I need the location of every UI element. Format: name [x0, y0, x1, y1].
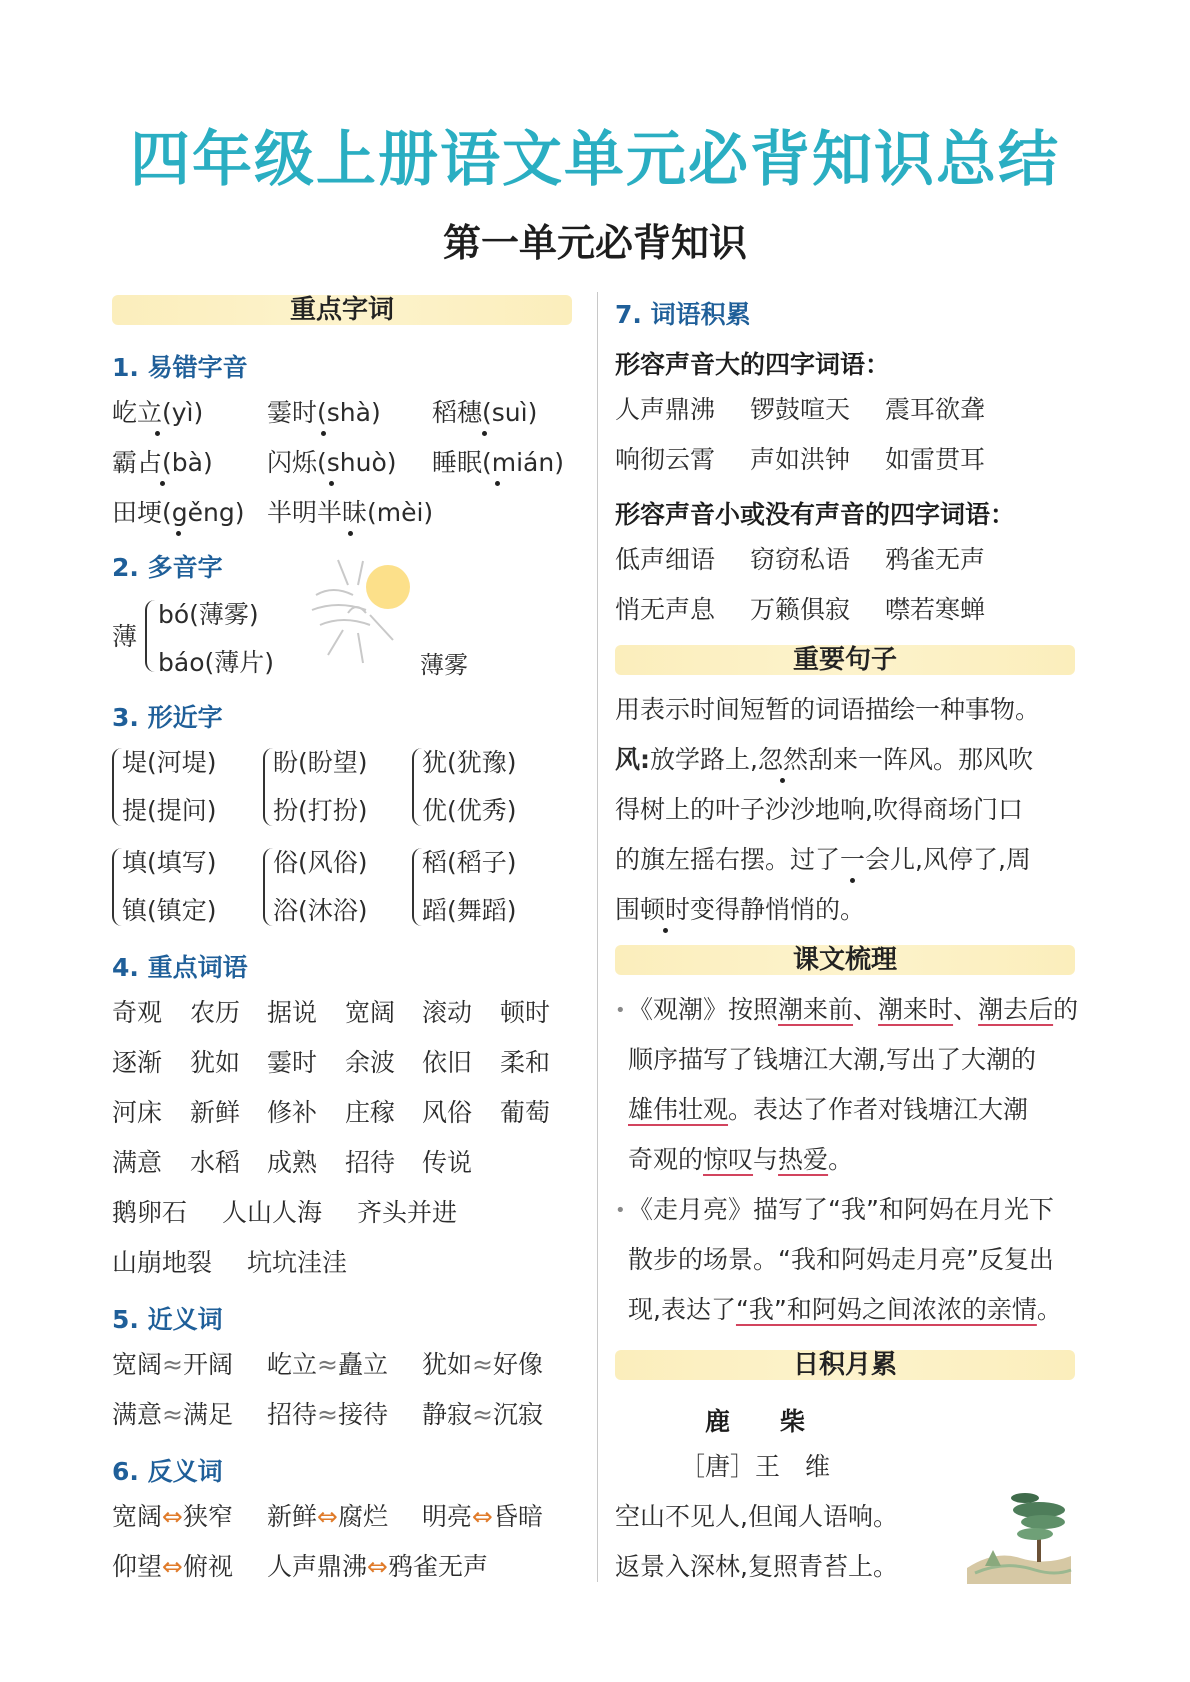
similar-char: 盼(盼望) — [273, 748, 368, 777]
vocab-word: 河床 — [112, 1098, 163, 1127]
loud-words-label: 形容声音大的四字词语： — [615, 350, 891, 379]
similar-char: 扮(打扮) — [273, 796, 368, 825]
heading-pronunciation: 1. 易错字音 — [112, 353, 248, 382]
illustration-caption: 薄雾 — [420, 651, 468, 679]
vocab-word: 霎时 — [267, 1048, 318, 1077]
similar-char: 优(优秀) — [422, 796, 517, 825]
banner-lesson-summary: 课文梳理 — [615, 945, 1075, 975]
bullet-icon: • — [615, 1200, 626, 1221]
banner-key-sentences: 重要句子 — [615, 645, 1075, 675]
vocab-word: 依旧 — [422, 1048, 473, 1077]
similar-char: 提(提问) — [122, 796, 217, 825]
poem-author: ［唐］王 维 — [680, 1452, 831, 1481]
quiet-word: 低声细语 — [615, 545, 716, 574]
antonym-pair: 新鲜⇔腐烂 — [267, 1502, 388, 1531]
vocab-word: 山崩地裂 — [112, 1248, 213, 1277]
vocab-word: 成熟 — [267, 1148, 318, 1177]
pron-item: 闪烁(shuò) — [267, 448, 397, 477]
vocab-word: 人山人海 — [222, 1198, 323, 1227]
vocab-word: 齐头并进 — [357, 1198, 458, 1227]
vocab-word: 传说 — [422, 1148, 473, 1177]
landscape-illustration — [965, 1488, 1073, 1584]
vocab-word: 鹅卵石 — [112, 1198, 188, 1227]
vocab-word: 据说 — [267, 998, 318, 1027]
antonym-pair: 仰望⇔俯视 — [112, 1552, 233, 1581]
vocab-word: 修补 — [267, 1098, 318, 1127]
synonym-pair: 屹立≈矗立 — [267, 1350, 388, 1379]
brace — [412, 748, 422, 826]
lesson-line: 《走月亮》描写了“我”和阿妈在月光下 — [628, 1195, 1054, 1224]
loud-word: 人声鼎沸 — [615, 395, 716, 424]
poem-line: 空山不见人,但闻人语响。 — [615, 1502, 898, 1531]
quiet-word: 鸦雀无声 — [885, 545, 986, 574]
synonym-pair: 满意≈满足 — [112, 1400, 233, 1429]
poem-line: 返景入深林,复照青苔上。 — [615, 1552, 898, 1581]
vocab-word: 逐渐 — [112, 1048, 163, 1077]
lesson-line: 顺序描写了钱塘江大潮,写出了大潮的 — [628, 1045, 1036, 1074]
poem-title: 鹿 柴 — [705, 1407, 806, 1436]
lesson-line: 现,表达了“我”和阿妈之间浓浓的亲情。 — [628, 1295, 1062, 1324]
vocab-word: 庄稼 — [345, 1098, 396, 1127]
heading-antonyms: 6. 反义词 — [112, 1457, 223, 1486]
lesson-line: 奇观的惊叹与热爱。 — [628, 1145, 854, 1174]
quiet-word: 悄无声息 — [615, 595, 716, 624]
brace — [112, 748, 122, 826]
pron-item: 霎时(shà) — [267, 398, 381, 427]
heading-word-accumulation: 7. 词语积累 — [615, 300, 751, 329]
heading-similar-chars: 3. 形近字 — [112, 703, 223, 732]
banner-key-words: 重点字词 — [112, 295, 572, 325]
similar-char: 镇(镇定) — [122, 896, 217, 925]
sentence-line: 风:放学路上,忽然刮来一阵风。那风吹 — [615, 745, 1033, 774]
brace — [263, 748, 273, 826]
loud-word: 如雷贯耳 — [885, 445, 986, 474]
brace — [145, 600, 155, 672]
vocab-word: 犹如 — [190, 1048, 241, 1077]
vocab-word: 葡萄 — [500, 1098, 551, 1127]
vocab-word: 奇观 — [112, 998, 163, 1027]
similar-char: 犹(犹豫) — [422, 748, 517, 777]
antonym-pair: 明亮⇔昏暗 — [422, 1502, 543, 1531]
vocab-word: 满意 — [112, 1148, 163, 1177]
heading-polyphone: 2. 多音字 — [112, 553, 223, 582]
lesson-line: 雄伟壮观。表达了作者对钱塘江大潮 — [628, 1095, 1029, 1124]
polyphone-char: 薄 — [112, 622, 138, 651]
sentence-line: 的旗左摇右摆。过了一会儿,风停了,周 — [615, 845, 1031, 874]
antonym-pair: 宽阔⇔狭窄 — [112, 1502, 233, 1531]
brace — [112, 848, 122, 926]
similar-char: 蹈(舞蹈) — [422, 896, 517, 925]
vocab-word: 坑坑洼洼 — [247, 1248, 348, 1277]
quiet-words-label: 形容声音小或没有声音的四字词语： — [615, 500, 1016, 529]
page-title: 四年级上册语文单元必背知识总结 — [130, 125, 1060, 195]
quiet-word: 噤若寒蝉 — [885, 595, 986, 624]
lesson-line: 散步的场景。“我和阿妈走月亮”反复出 — [628, 1245, 1054, 1274]
quiet-word: 窃窃私语 — [750, 545, 851, 574]
brace — [412, 848, 422, 926]
sentence-line: 围顿时变得静悄悄的。 — [615, 895, 866, 924]
pron-item: 睡眠(mián) — [432, 448, 564, 477]
synonym-pair: 静寂≈沉寂 — [422, 1400, 543, 1429]
lesson-line: 《观潮》按照潮来前、潮来时、潮去后的 — [628, 995, 1079, 1024]
banner-daily-accumulation: 日积月累 — [615, 1350, 1075, 1380]
loud-word: 锣鼓喧天 — [750, 395, 851, 424]
polyphone-reading: báo(薄片) — [158, 648, 274, 677]
sentence-intro: 用表示时间短暂的词语描绘一种事物。 — [615, 695, 1041, 724]
pron-item: 半明半昧(mèi) — [267, 498, 434, 527]
heading-key-vocab: 4. 重点词语 — [112, 953, 248, 982]
vocab-word: 风俗 — [422, 1098, 473, 1127]
similar-char: 浴(沐浴) — [273, 896, 368, 925]
vocab-word: 宽阔 — [345, 998, 396, 1027]
column-divider — [597, 292, 598, 1582]
vocab-word: 新鲜 — [190, 1098, 241, 1127]
heading-synonyms: 5. 近义词 — [112, 1305, 223, 1334]
vocab-word: 顿时 — [500, 998, 551, 1027]
loud-word: 响彻云霄 — [615, 445, 716, 474]
loud-word: 声如洪钟 — [750, 445, 851, 474]
antonym-pair: 人声鼎沸⇔鸦雀无声 — [267, 1552, 488, 1581]
bullet-icon: • — [615, 1000, 626, 1021]
sentence-line: 得树上的叶子沙沙地响,吹得商场门口 — [615, 795, 1023, 824]
pron-item: 稻穗(suì) — [432, 398, 538, 427]
similar-char: 填(填写) — [122, 848, 217, 877]
pron-item: 屹立(yì) — [112, 398, 204, 427]
quiet-word: 万籁俱寂 — [750, 595, 851, 624]
brace — [263, 848, 273, 926]
pron-item: 田埂(gěng) — [112, 498, 245, 527]
similar-char: 稻(稻子) — [422, 848, 517, 877]
similar-char: 俗(风俗) — [273, 848, 368, 877]
synonym-pair: 招待≈接待 — [267, 1400, 388, 1429]
loud-word: 震耳欲聋 — [885, 395, 986, 424]
pron-item: 霸占(bà) — [112, 448, 213, 477]
synonym-pair: 犹如≈好像 — [422, 1350, 543, 1379]
polyphone-reading: bó(薄雾) — [158, 600, 259, 629]
vocab-word: 柔和 — [500, 1048, 551, 1077]
mist-sun-illustration — [308, 555, 428, 675]
unit-subtitle: 第一单元必背知识 — [442, 221, 747, 265]
vocab-word: 水稻 — [190, 1148, 241, 1177]
vocab-word: 滚动 — [422, 998, 473, 1027]
similar-char: 堤(河堤) — [122, 748, 217, 777]
vocab-word: 余波 — [345, 1048, 396, 1077]
vocab-word: 招待 — [345, 1148, 396, 1177]
vocab-word: 农历 — [190, 998, 241, 1027]
synonym-pair: 宽阔≈开阔 — [112, 1350, 233, 1379]
